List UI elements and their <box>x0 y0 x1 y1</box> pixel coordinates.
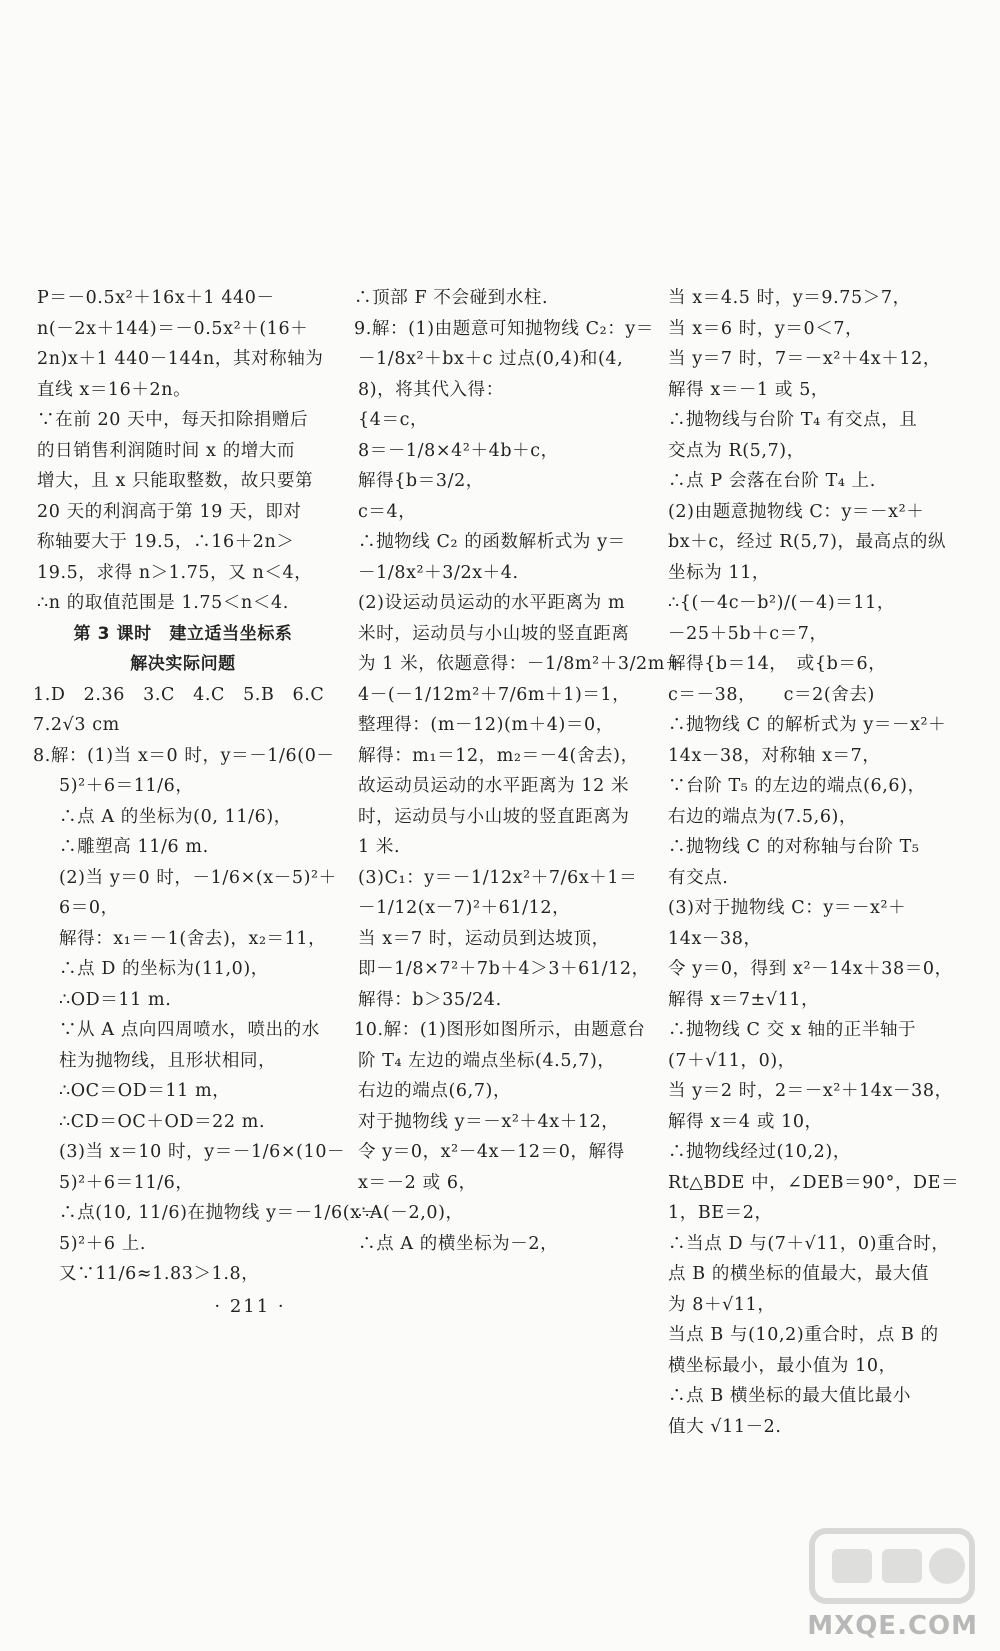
text-line: 6＝0， <box>59 898 119 918</box>
text-line: 4－(－1/12m²＋7/6m＋1)＝1， <box>358 684 631 705</box>
text-line: ∴点 D 的坐标为(11,0)， <box>59 959 269 979</box>
text-line: ∴点 A 的坐标为(0, 11/6)， <box>59 806 292 827</box>
text-line: c＝4， <box>358 501 417 522</box>
text-line: Rt△BDE 中，∠DEB＝90°，DE＝ <box>668 1172 960 1193</box>
text-line: 当 x＝4.5 时，y＝9.75＞7， <box>668 288 911 308</box>
text-line: 直线 x＝16＋2n。 <box>37 379 192 400</box>
text-line: 1，BE＝2， <box>668 1203 773 1223</box>
text-line: 右边的端点(6,7)， <box>358 1081 512 1101</box>
text-line: (2)当 y＝0 时，－1/6×(x－5)²＋ <box>59 867 337 888</box>
text-line: c＝－38， c＝2(舍去) <box>668 684 875 705</box>
text-line: (2)由题意抛物线 C：y＝－x²＋ <box>668 501 925 522</box>
text-line: ∴CD＝OC＋OD＝22 m. <box>59 1111 266 1132</box>
text-line: 对于抛物线 y＝－x²＋4x＋12， <box>358 1111 620 1132</box>
text-line: {4＝c， <box>358 410 429 430</box>
text-line: 交点为 R(5,7)， <box>668 440 805 461</box>
page-number: · 211 · <box>214 1296 286 1317</box>
text-line: n(－2x＋144)＝－0.5x²＋(16＋ <box>37 318 309 339</box>
text-line: 增大，且 x 只能取整数，故只要第 <box>37 471 314 491</box>
text-line: ∵在前 20 天中，每天扣除捐赠后 <box>37 410 309 430</box>
text-line: ∴当点 D 与(7＋√11，0)重合时， <box>668 1233 950 1254</box>
section-heading: 解决实际问题 <box>130 654 236 674</box>
text-line: 当 y＝2 时，2＝－x²＋14x－38， <box>668 1081 953 1101</box>
text-line: ∴顶部 F 不会碰到水柱. <box>354 288 549 308</box>
text-line: 柱为抛物线，且形状相同， <box>59 1050 277 1071</box>
text-line: 右边的端点为(7.5,6)， <box>668 806 858 827</box>
question-8-start: 8.解：(1)当 x＝0 时，y＝－1/6(0－ <box>33 745 335 766</box>
text-line: 即－1/8×7²＋7b＋4＞3＋61/12， <box>358 959 650 979</box>
text-line: 解得：b＞35/24. <box>358 989 502 1010</box>
text-line: 当 x＝7 时，运动员到达坡顶， <box>358 928 610 949</box>
text-line: 解得：m₁＝12，m₂＝－4(舍去)， <box>358 745 639 766</box>
column-right <box>668 283 968 1442</box>
text-line: 解得{b＝14， 或{b＝6， <box>668 654 887 674</box>
column-middle <box>354 283 684 1259</box>
text-line: 坐标为 11， <box>668 562 771 583</box>
text-line: ∴抛物线 C 的解析式为 y＝－x²＋ <box>668 715 947 735</box>
text-line: 又∵11/6≈1.83＞1.8， <box>59 1264 260 1284</box>
answer-line: 1.D 2.36 3.C 4.C 5.B 6.C <box>33 684 325 705</box>
text-line: 14x－38， <box>668 928 762 949</box>
text-line: 当点 B 与(10,2)重合时，点 B 的 <box>668 1325 939 1345</box>
text-line: (3)C₁：y＝－1/12x²＋7/6x＋1＝ <box>358 867 638 888</box>
text-line: ∴{(－4c－b²)/(－4)＝11， <box>668 593 895 613</box>
text-line: ∴抛物线 C₂ 的函数解析式为 y＝ <box>358 532 626 552</box>
text-line: ∴OC＝OD＝11 m， <box>59 1081 231 1101</box>
text-line: 20 天的利润高于第 19 天，即对 <box>37 501 302 522</box>
text-line: 称轴要大于 19.5，∴16＋2n＞ <box>37 532 295 552</box>
column-left <box>33 283 379 1290</box>
answer-line: 7.2√3 cm <box>33 715 120 735</box>
text-line: 5)²＋6＝11/6， <box>59 776 194 796</box>
text-line: 值大 √11－2. <box>668 1416 782 1437</box>
text-line: －1/8x²＋bx＋c 过点(0,4)和(4, <box>358 349 624 369</box>
text-line: 8＝－1/8×4²＋4b＋c， <box>358 440 559 461</box>
question-9-start: 9.解：(1)由题意可知抛物线 C₂：y＝ <box>354 318 654 339</box>
text-line: ∵台阶 T₅ 的左边的端点(6,6)， <box>668 776 926 796</box>
text-line: ∴n 的取值范围是 1.75＜n＜4. <box>37 593 289 613</box>
text-line: ∴雕塑高 11/6 m. <box>59 837 209 857</box>
text-line: ∵从 A 点向四周喷水，喷出的水 <box>59 1020 320 1040</box>
text-line: x＝－2 或 6， <box>358 1172 477 1193</box>
text-line: 2n)x＋1 440－144n，其对称轴为 <box>37 349 324 369</box>
text-line: 8)，将其代入得： <box>358 379 504 400</box>
text-line: 令 y＝0，x²－4x－12＝0，解得 <box>358 1142 625 1162</box>
text-line: 5)²＋6 上. <box>59 1233 147 1254</box>
text-line: 的日销售利润随时间 x 的增大而 <box>37 440 296 461</box>
text-line: ∴抛物线 C 的对称轴与台阶 T₅ <box>668 837 920 857</box>
text-line: ∴点 A 的横坐标为－2， <box>358 1233 559 1254</box>
text-line: (3)对于抛物线 C：y＝－x²＋ <box>668 898 907 918</box>
text-line: 1 米. <box>358 837 401 857</box>
text-line: 米时，运动员与小山坡的竖直距离 <box>358 623 630 644</box>
text-line: 解得 x＝－1 或 5， <box>668 379 830 400</box>
text-line: 解得{b＝3/2， <box>358 471 484 491</box>
text-line: －25＋5b＋c＝7， <box>668 623 828 644</box>
section-heading: 第 3 课时 建立适当坐标系 <box>73 623 293 644</box>
text-line: P＝－0.5x²＋16x＋1 440－ <box>37 288 275 308</box>
text-line: (3)当 x＝10 时，y＝－1/6×(10－ <box>59 1142 346 1162</box>
text-line: 整理得：(m－12)(m＋4)＝0， <box>358 715 614 735</box>
text-line: 故运动员运动的水平距离为 12 米 <box>358 776 630 796</box>
text-line: －1/12(x－7)²＋61/12， <box>358 898 571 918</box>
text-line: 解得：x₁＝－1(舍去)，x₂＝11， <box>59 928 327 949</box>
text-line: 解得 x＝7±√11， <box>668 989 820 1010</box>
text-line: (7＋√11，0)， <box>668 1050 796 1071</box>
text-line: 横坐标最小，最小值为 10， <box>668 1355 897 1376</box>
text-line: ∴点 P 会落在台阶 T₄ 上. <box>668 471 876 491</box>
text-line: ∴点 B 横坐标的最大值比最小 <box>668 1386 911 1406</box>
text-line: 5)²＋6＝11/6， <box>59 1172 194 1193</box>
text-line: ∴A(－2,0)， <box>358 1203 464 1223</box>
text-line: ∴抛物线经过(10,2)， <box>668 1142 851 1162</box>
text-line: 当 x＝6 时，y＝0＜7， <box>668 318 864 339</box>
text-line: 解得 x＝4 或 10， <box>668 1111 823 1132</box>
question-10-start: 10.解：(1)图形如图所示，由题意台 <box>354 1020 646 1040</box>
watermark-text: MXQE.COM <box>807 1611 978 1641</box>
text-line: 令 y＝0，得到 x²－14x＋38＝0， <box>668 959 953 979</box>
text-line: －1/8x²＋3/2x＋4. <box>358 562 519 583</box>
text-line: bx＋c，经过 R(5,7)，最高点的纵 <box>668 532 947 552</box>
text-line: (2)设运动员运动的水平距离为 m <box>358 593 626 613</box>
text-line: ∴OD＝11 m. <box>59 989 172 1010</box>
text-line: 为 8＋√11， <box>668 1294 776 1315</box>
text-line: ∴抛物线与台阶 T₄ 有交点，且 <box>668 410 918 430</box>
text-line: 14x－38，对称轴 x＝7， <box>668 745 881 766</box>
text-line: 当 y＝7 时，7＝－x²＋4x＋12， <box>668 349 941 369</box>
text-line: 阶 T₄ 左边的端点坐标(4.5,7)， <box>358 1050 616 1071</box>
text-line: ∴点(10, 11/6)在抛物线 y＝－1/6(x－ <box>59 1203 379 1223</box>
text-line: 19.5，求得 n＞1.75，又 n＜4， <box>37 562 313 583</box>
text-line: ∴抛物线 C 交 x 轴的正半轴于 <box>668 1020 917 1040</box>
text-line: 时，运动员与小山坡的竖直距离为 <box>358 806 630 827</box>
text-line: 为 1 米，依题意得：－1/8m²＋3/2m＋ <box>358 654 684 674</box>
text-line: 点 B 的横坐标的值最大，最大值 <box>668 1264 930 1284</box>
text-line: 有交点. <box>668 867 729 888</box>
